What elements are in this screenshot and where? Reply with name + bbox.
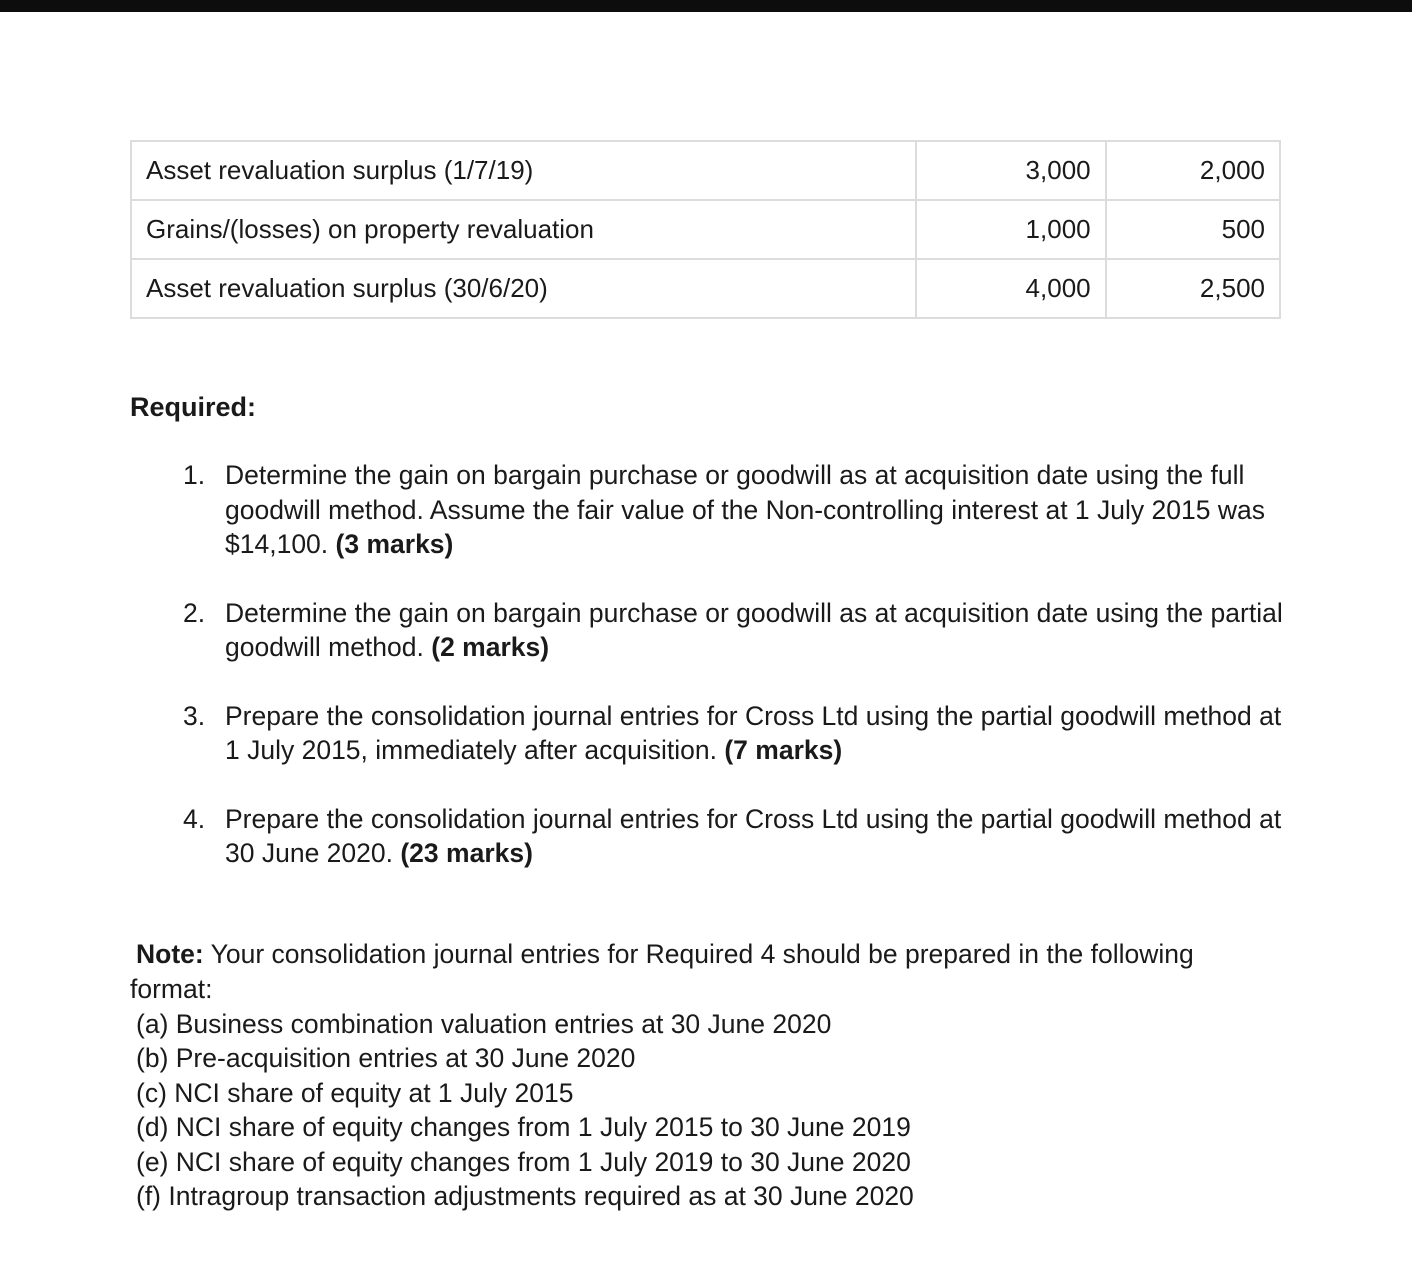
table-row	[131, 141, 1280, 200]
item-text: Prepare the consolidation journal entries for Cross Ltd using the partial goodwill method at 1 July 2015, immediately after acquisition.	[225, 700, 1282, 765]
row-label: Asset revaluation surplus (1/7/19)	[131, 141, 916, 200]
required-list	[183, 458, 1283, 905]
table-row	[131, 200, 1280, 259]
item-number: 2.	[183, 597, 206, 628]
note-label: Note:	[136, 939, 204, 969]
format-item: (a) Business combination valuation entries at 30 June 2020	[136, 1009, 832, 1039]
item-text: Prepare the consolidation journal entries for Cross Ltd using the partial goodwill method at 30 June 2020.	[225, 803, 1282, 868]
required-item	[183, 699, 1283, 768]
revaluation-table	[130, 140, 1281, 319]
format-list	[136, 1007, 914, 1213]
row-value-col2: 500	[1106, 200, 1280, 259]
required-item	[183, 596, 1283, 665]
item-text: Determine the gain on bargain purchase or goodwill as at acquisition date using the partial goodwill method.	[225, 597, 1283, 662]
row-label: Grains/(losses) on property revaluation	[131, 200, 916, 259]
item-marks: (3 marks)	[335, 529, 454, 559]
row-value-col1: 3,000	[916, 141, 1106, 200]
row-value-col2: 2,500	[1106, 259, 1280, 318]
required-item	[183, 458, 1283, 562]
format-item: (c) NCI share of equity at 1 July 2015	[136, 1077, 574, 1108]
row-value-col2: 2,000	[1106, 141, 1280, 200]
format-item: (f) Intragroup transaction adjustments required as at 30 June 2020	[136, 1181, 914, 1212]
item-number: 3.	[183, 700, 206, 731]
row-value-col1: 4,000	[916, 259, 1106, 318]
item-marks: (7 marks)	[724, 735, 843, 765]
item-number: 4.	[183, 803, 206, 834]
item-text: Determine the gain on bargain purchase or goodwill as at acquisition date using the full goodwill method. Assume the fair value of the Non-controlling interest at 1 July 2015 was $14,100.	[225, 460, 1265, 559]
note-text: Your consolidation journal entries for Required 4 should be prepared in the following format:	[130, 939, 1194, 1004]
item-number: 1.	[183, 460, 206, 490]
item-marks: (23 marks)	[400, 838, 533, 868]
format-item: (b) Pre-acquisition entries at 30 June 2020	[136, 1043, 636, 1074]
top-bar	[0, 0, 1412, 12]
item-marks: (2 marks)	[431, 632, 550, 662]
note-paragraph	[130, 937, 1240, 1006]
required-item	[183, 802, 1283, 871]
required-heading: Required:	[130, 392, 257, 422]
row-label: Asset revaluation surplus (30/6/20)	[131, 259, 916, 318]
format-item: (e) NCI share of equity changes from 1 July 2019 to 30 June 2020	[136, 1146, 911, 1177]
row-value-col1: 1,000	[916, 200, 1106, 259]
format-item: (d) NCI share of equity changes from 1 July 2015 to 30 June 2019	[136, 1112, 911, 1143]
table-row	[131, 259, 1280, 318]
